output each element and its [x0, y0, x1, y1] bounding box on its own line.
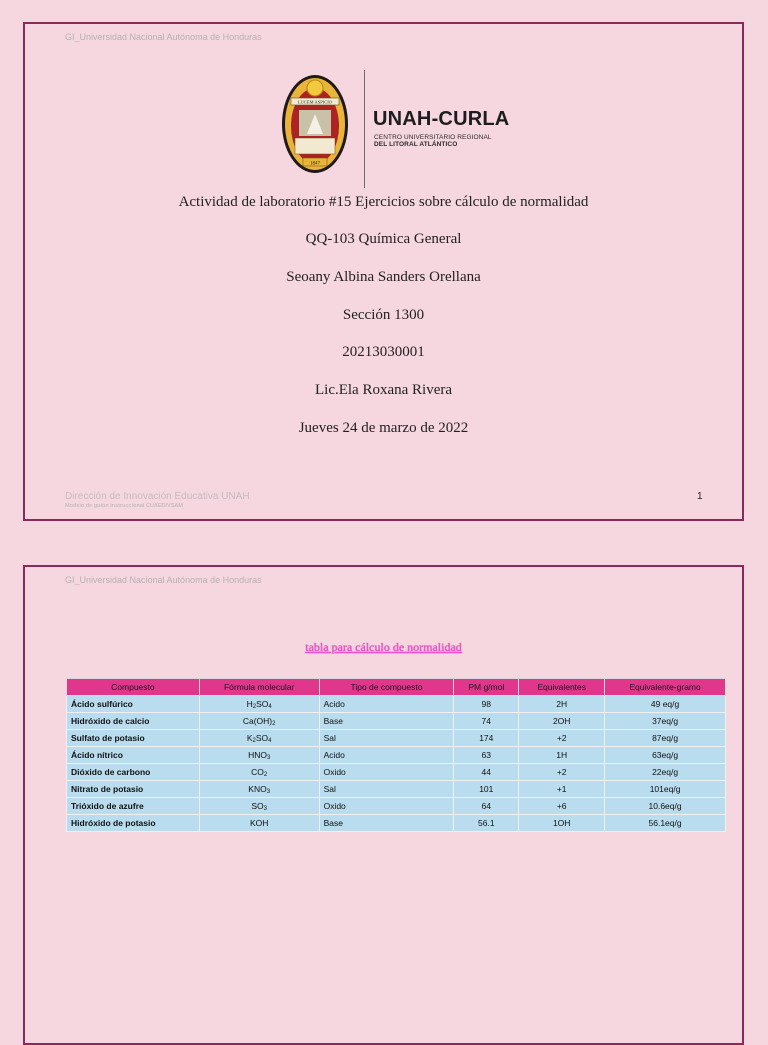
equivalents-cell: 2H: [519, 696, 605, 713]
gram-equivalent-cell: 22eq/g: [605, 764, 726, 781]
gram-equivalent-cell: 49 eq/g: [605, 696, 726, 713]
table-row: [67, 696, 726, 713]
formula-subscript: 3: [263, 806, 267, 812]
formula-part: H: [246, 699, 253, 709]
page-number: 1: [697, 491, 703, 502]
column-header: Compuesto: [67, 679, 200, 696]
gram-equivalent-cell: 63eq/g: [605, 747, 726, 764]
compound-cell: Trióxido de azufre: [67, 798, 200, 815]
type-cell: Base: [319, 815, 454, 832]
column-header: Equivalentes: [519, 679, 605, 696]
page-header: GI_Universidad Nacional Autónoma de Honduras: [65, 575, 262, 585]
unah-curla-logo: [281, 70, 541, 190]
equivalents-cell: 1OH: [519, 815, 605, 832]
type-cell: Oxido: [319, 798, 454, 815]
gram-equivalent-cell: 87eq/g: [605, 730, 726, 747]
molar-mass-cell: 174: [454, 730, 519, 747]
molar-mass-cell: 56.1: [454, 815, 519, 832]
type-cell: Base: [319, 713, 454, 730]
formula-subscript: 3: [266, 755, 271, 761]
date: Jueves 24 de marzo de 2022: [298, 420, 469, 436]
equivalents-cell: +1: [519, 781, 605, 798]
logo-divider: [364, 70, 365, 188]
formula-part: KNO: [248, 784, 267, 794]
formula-subscript: 4: [268, 738, 272, 744]
instructor-name: Lic.Ela Roxana Rivera: [314, 382, 453, 398]
type-cell: Oxido: [319, 764, 454, 781]
formula-part: K: [246, 733, 253, 743]
molar-mass-cell: 63: [454, 747, 519, 764]
column-header: Tipo de compuesto: [319, 679, 454, 696]
compound-cell: Ácido nítrico: [67, 747, 200, 764]
logo-subtitle-2: DEL LITORAL ATLÁNTICO: [374, 141, 458, 148]
footer-subtext: Modelo de guión instruccional CUAED/VSAM: [65, 503, 183, 509]
logo-subtitle-1: CENTRO UNIVERSITARIO REGIONAL: [374, 134, 492, 141]
molar-mass-cell: 74: [454, 713, 519, 730]
molar-mass-cell: 44: [454, 764, 519, 781]
compound-cell: Hidróxido de calcio: [67, 713, 200, 730]
table-row: [67, 764, 726, 781]
normality-table: [66, 678, 726, 832]
course-name: QQ-103 Química General: [305, 231, 462, 247]
formula-part: CO: [251, 767, 264, 777]
column-header: Fórmula molecular: [199, 679, 319, 696]
type-cell: Sal: [319, 781, 454, 798]
formula-subscript: 2: [263, 772, 268, 778]
compound-cell: Ácido sulfúrico: [67, 696, 200, 713]
formula-cell: [199, 747, 319, 764]
crest-year-text: 1847: [310, 161, 320, 167]
equivalents-cell: +2: [519, 730, 605, 747]
formula-cell: [199, 798, 319, 815]
formula-part: SO: [255, 733, 269, 743]
table-title: tabla para cálculo de normalidad: [305, 640, 462, 654]
formula-subscript: 2: [252, 738, 256, 744]
formula-subscript: 4: [268, 704, 272, 710]
molar-mass-cell: 98: [454, 696, 519, 713]
equivalents-cell: +6: [519, 798, 605, 815]
compound-cell: Hidróxido de potasio: [67, 815, 200, 832]
formula-part: KOH: [249, 818, 269, 828]
formula-cell: [199, 730, 319, 747]
gram-equivalent-cell: 37eq/g: [605, 713, 726, 730]
table-row: [67, 798, 726, 815]
logo-title: UNAH-CURLA: [373, 108, 510, 130]
type-cell: Sal: [319, 730, 454, 747]
equivalents-cell: 2OH: [519, 713, 605, 730]
student-name: Seoany Albina Sanders Orellana: [286, 269, 481, 285]
table-row: [67, 781, 726, 798]
formula-cell: [199, 713, 319, 730]
gram-equivalent-cell: 56.1eq/g: [605, 815, 726, 832]
compound-cell: Nitrato de potasio: [67, 781, 200, 798]
university-crest-icon: [281, 74, 349, 174]
column-header: PM g/mol: [454, 679, 519, 696]
crest-banner-text: LUCEM ASPICIO: [297, 99, 333, 105]
table-row: [67, 747, 726, 764]
gram-equivalent-cell: 101eq/g: [605, 781, 726, 798]
table-row: [67, 730, 726, 747]
equivalents-cell: 1H: [519, 747, 605, 764]
type-cell: Acido: [319, 747, 454, 764]
table-page: [23, 565, 744, 1045]
activity-title: Actividad de laboratorio #15 Ejercicios sobre cálculo de normalidad: [178, 194, 589, 210]
formula-cell: [199, 696, 319, 713]
equivalents-cell: +2: [519, 764, 605, 781]
gram-equivalent-cell: 10.6eq/g: [605, 798, 726, 815]
table-row: [67, 713, 726, 730]
formula-part: Ca(OH): [242, 716, 273, 726]
table-header-row: [67, 679, 726, 696]
formula-subscript: 2: [252, 704, 257, 710]
page-header: GI_Universidad Nacional Autónoma de Honduras: [65, 32, 262, 42]
type-cell: Acido: [319, 696, 454, 713]
formula-cell: [199, 781, 319, 798]
formula-part: HNO: [248, 750, 267, 760]
student-id: 20213030001: [342, 344, 425, 360]
compound-cell: Dióxido de carbono: [67, 764, 200, 781]
section: Sección 1300: [342, 307, 425, 323]
formula-cell: [199, 764, 319, 781]
formula-subscript: 3: [266, 789, 271, 795]
table-row: [67, 815, 726, 832]
formula-part: SO: [256, 699, 269, 709]
footer-text: Dirección de Innovación Educativa UNAH: [65, 491, 250, 502]
formula-cell: [199, 815, 319, 832]
column-header: Equivalente-gramo: [605, 679, 726, 696]
compound-cell: Sulfato de potasio: [67, 730, 200, 747]
cover-page: [23, 22, 744, 521]
molar-mass-cell: 64: [454, 798, 519, 815]
formula-subscript: 2: [272, 721, 276, 727]
molar-mass-cell: 101: [454, 781, 519, 798]
formula-part: SO: [251, 801, 264, 811]
